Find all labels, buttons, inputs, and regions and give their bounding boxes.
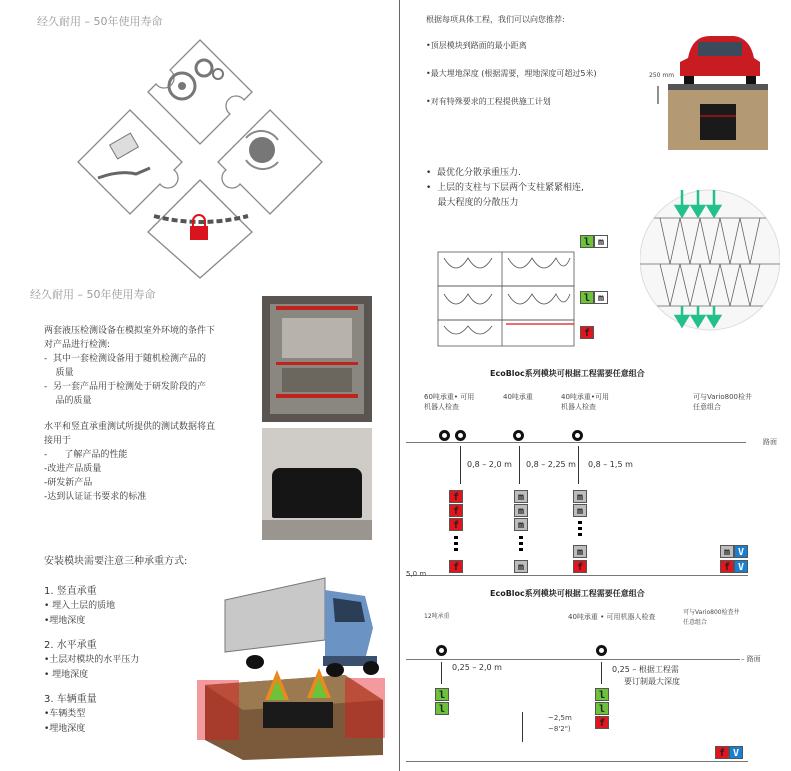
load-type-heading: 3. 车辆重量 <box>44 694 97 705</box>
puzzle-piece-top <box>148 40 252 144</box>
puzzle-piece-left <box>78 110 182 214</box>
module-f: f <box>449 490 463 503</box>
module-m: m <box>514 490 528 503</box>
test-line: - 另一套产品用于检测处于研发阶段的产 <box>44 382 206 392</box>
module-f: f <box>449 504 463 517</box>
truck-load-illustration <box>195 570 390 760</box>
road-surface-line <box>406 442 746 443</box>
depth-arrow <box>601 662 602 684</box>
wheel-icon <box>436 645 447 656</box>
module-m: m <box>573 490 587 503</box>
recommend-bullet: •顶层模块到路面的最小距离 <box>426 41 527 50</box>
col-label-line: 可与Vario800检查井 <box>683 609 740 616</box>
module-l: l <box>435 688 449 701</box>
module-f-label: f <box>580 326 594 339</box>
stacked-modules-drawing <box>436 238 582 350</box>
load-type-line: • 埋地深度 <box>44 670 89 680</box>
module-l: l <box>595 702 609 715</box>
combo-col-label <box>693 392 752 412</box>
road-surface-line-2 <box>406 659 740 660</box>
load-distribution-text <box>426 166 584 211</box>
module-l-label: l <box>580 291 594 304</box>
combo-diagram-title: EcoBloc系列模块可根据工程需要任意组合 <box>490 369 645 378</box>
stack-continuation <box>578 521 582 537</box>
module-m: m <box>514 504 528 517</box>
usage-line: -研发新产品 <box>44 478 93 488</box>
depth-arrow <box>460 446 461 484</box>
col-label-line: 任意组合 <box>693 403 721 411</box>
load-type-heading: 1. 竖直承重 <box>44 586 97 597</box>
module-m-label: m <box>594 235 608 248</box>
module-f: f <box>449 518 463 531</box>
test-module-photo <box>262 428 372 540</box>
usage-line: - 了解产品的性能 <box>44 450 128 460</box>
usage-line: -达到认证证书要求的标准 <box>44 492 147 502</box>
stack-continuation <box>519 536 523 552</box>
module-m: m <box>720 545 734 558</box>
depth-range-label: 0,8 – 2,0 m <box>467 460 512 469</box>
module-f: f <box>449 560 463 573</box>
depth-range-label: 要订制最大深度 <box>624 677 680 686</box>
depth-arrow <box>441 662 442 684</box>
module-f: f <box>720 560 734 573</box>
recommend-intro: 根据每项具体工程，我们可以向您推荐: <box>426 15 565 24</box>
max-depth-line <box>406 575 748 576</box>
wheel-icon <box>455 430 466 441</box>
section-title-durability: 经久耐用 – 50年使用寿命 <box>37 15 163 28</box>
puzzle-piece-right <box>218 110 322 214</box>
test-rig-photo <box>262 296 372 422</box>
road-label-2: – 路面 <box>741 655 761 663</box>
module-l: l <box>595 688 609 701</box>
module-f: f <box>573 560 587 573</box>
distribution-line: 最大程度的分散压力 <box>426 198 519 208</box>
max-depth-line-2 <box>406 761 748 762</box>
module-f: f <box>715 746 729 759</box>
load-type-line: •车辆类型 <box>44 709 86 719</box>
usage-line: -改进产品质量 <box>44 464 102 474</box>
col-label-line: 40吨承重•可用 <box>561 393 610 401</box>
load-type-heading: 2. 水平承重 <box>44 640 97 651</box>
depth-range-label: 0,8 – 1,5 m <box>588 460 633 469</box>
module-m: m <box>514 560 528 573</box>
usage-line: 水平和竖直承重测试所提供的测试数据将直 <box>44 422 216 432</box>
col-label-line: 可与Vario800检井 <box>693 393 753 401</box>
combo-col-label <box>561 392 609 412</box>
depth-arrow <box>578 446 579 484</box>
combo-col-label <box>424 392 474 412</box>
combo-col-label <box>683 608 740 628</box>
test-line: 品的质量 <box>44 396 92 406</box>
deep-depth-label: ~2,5m <box>548 714 572 722</box>
recommend-bullet: •对有特殊要求的工程提供施工计划 <box>426 97 551 106</box>
test-line: 两套液压检测设备在模拟室外环境的条件下 <box>44 326 216 336</box>
depth-range-label: 0,25 – 根据工程需 <box>612 665 679 674</box>
test-line: 对产品进行检测: <box>44 340 111 350</box>
puzzle-illustration <box>70 28 330 280</box>
module-tag-middle <box>580 291 610 307</box>
col-label-line: 任意组合 <box>683 619 708 626</box>
module-m-label: m <box>594 291 608 304</box>
stack-continuation <box>454 536 458 552</box>
module-v: V <box>729 746 743 759</box>
col-label-line: 60吨承重• 可用 <box>424 393 475 401</box>
combo-col-label <box>568 612 656 622</box>
test-line: 质量 <box>44 368 74 378</box>
load-type-line: •埋地深度 <box>44 724 86 734</box>
test-description <box>44 324 244 408</box>
module-v: V <box>734 560 748 573</box>
module-l-label: l <box>580 235 594 248</box>
wheel-icon <box>513 430 524 441</box>
wheel-icon <box>596 645 607 656</box>
cover-depth-label: 250 mm <box>649 72 675 79</box>
car-burial-illustration <box>650 28 770 150</box>
distribution-line: • 最优化分散承重压力. <box>426 168 521 178</box>
distribution-line: • 上层的支柱与下层两个支柱紧紧相连, <box>426 183 584 193</box>
module-m: m <box>573 545 587 558</box>
deep-depth-label: ~8'2") <box>548 725 571 733</box>
load-type-line: • 埋入土层的质地 <box>44 601 116 611</box>
max-depth-label: 5,0 m <box>406 570 427 578</box>
test-line: - 其中一套检测设备用于随机检测产品的 <box>44 354 206 364</box>
load-heading: 安装模块需要注意三种承重方式: <box>44 556 188 567</box>
col-label-line: 机器人检查 <box>424 403 459 411</box>
col-label-line: 12吨承重 <box>424 613 450 620</box>
module-v: V <box>734 545 748 558</box>
usage-line: 接用于 <box>44 436 72 446</box>
module-m: m <box>514 518 528 531</box>
column-divider <box>399 0 400 771</box>
combo-diagram-title-2: EcoBloc系列模块可根据工程需要任意组合 <box>490 589 645 598</box>
module-tag-top <box>580 235 610 251</box>
combo-col-label <box>424 612 450 622</box>
module-m: m <box>573 504 587 517</box>
load-types-list <box>44 584 139 737</box>
test-data-usage <box>44 420 254 504</box>
road-label: 路面 <box>763 438 777 446</box>
depth-arrow <box>519 446 520 484</box>
combo-col-label <box>503 392 533 402</box>
col-label-line: 40吨承重 <box>503 393 533 401</box>
module-f: f <box>595 716 609 729</box>
load-path-detail <box>640 178 780 338</box>
depth-range-label: 0,8 – 2,25 m <box>526 460 576 469</box>
recommend-bullet: •最大埋地深度 (根据需要，埋地深度可超过5米) <box>426 69 597 78</box>
section-title-durability-2: 经久耐用 – 50年使用寿命 <box>30 288 156 301</box>
depth-arrow <box>522 712 523 742</box>
wheel-icon <box>572 430 583 441</box>
wheel-icon <box>439 430 450 441</box>
depth-range-label: 0,25 – 2,0 m <box>452 663 502 672</box>
module-l: l <box>435 702 449 715</box>
load-type-line: •埋地深度 <box>44 616 86 626</box>
col-label-line: 40吨承重 • 可用机器人检查 <box>568 613 656 621</box>
col-label-line: 机器人检查 <box>561 403 596 411</box>
load-type-line: •土层对模块的水平压力 <box>44 655 140 665</box>
